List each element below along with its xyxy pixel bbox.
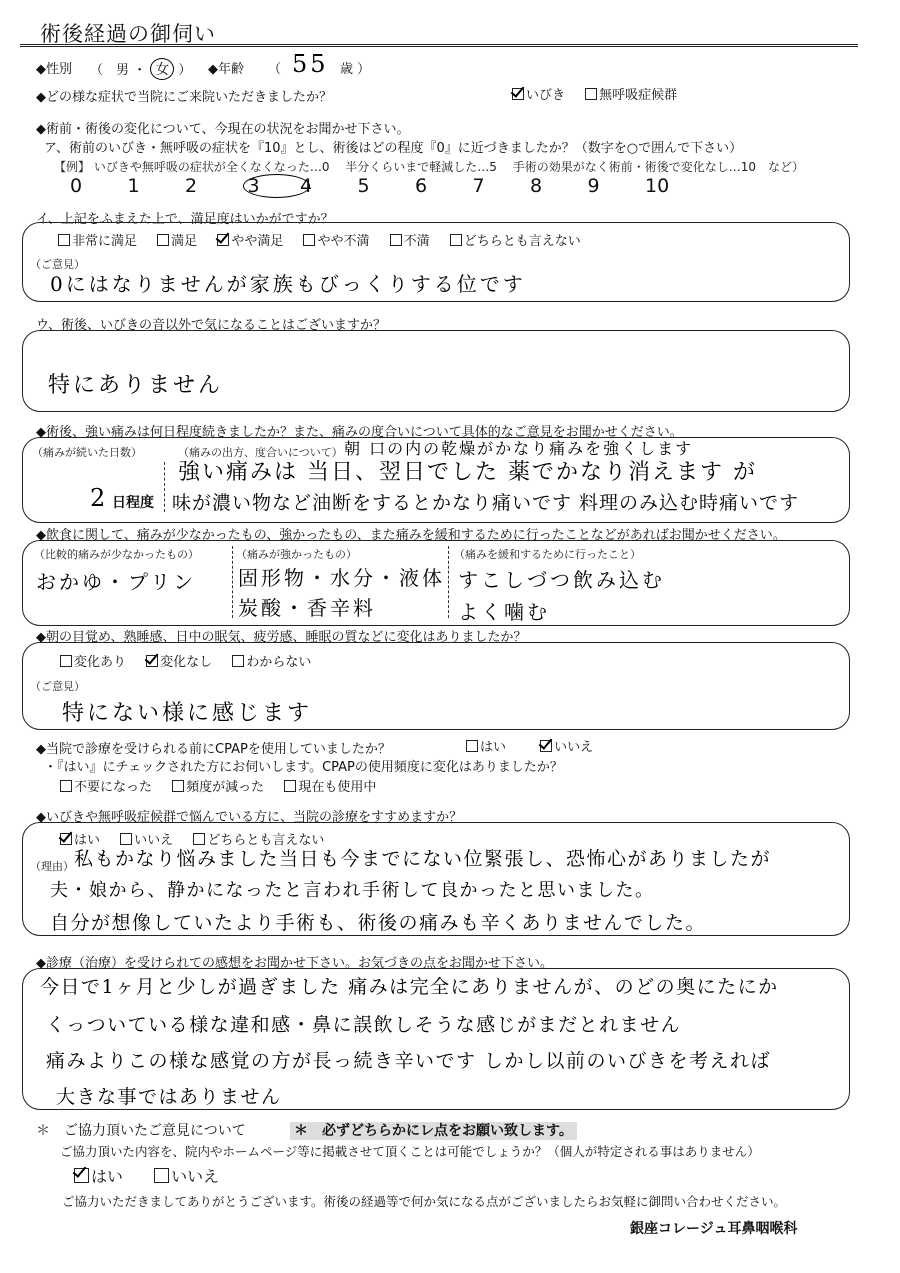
checkbox-icon (390, 234, 402, 246)
recommend-reason-line3[interactable]: 自分が想像していたより手術も、術後の痛みも辛くありませんでした。 (50, 912, 707, 934)
checkbox-icon (74, 1168, 89, 1183)
scale-5[interactable]: 5 (357, 175, 370, 197)
checkbox-icon (284, 780, 296, 792)
pain-detail-line2[interactable]: 味が濃い物など油断をするとかなり痛いです 料理のみ込む時痛いです (172, 492, 800, 514)
checkbox-icon (60, 833, 72, 845)
change-example: 【例】 いびきや無呼吸の症状が全くなくなった…0 半分くらいまで軽減した…5 手術の効果がなく術前・術後で変化なし…10 など） (54, 160, 804, 174)
pain-days-value[interactable]: 2 (90, 484, 109, 512)
food-col3-label: （痛みを緩和するために行ったこと） (454, 548, 641, 561)
option-publish-no[interactable]: いいえ (154, 1167, 219, 1186)
change-sub-a: ア、術前のいびき・無呼吸の症状を『10』とし、術後はどの程度『0』に近づきましたか？（数字を○で囲んで下さい） (44, 141, 743, 156)
food-divider-2 (448, 546, 449, 618)
checkbox-icon (512, 88, 524, 100)
option-cpap-yes[interactable]: はい (466, 740, 506, 755)
sleep-opinion[interactable]: 特にない様に感じます (62, 701, 313, 726)
scale-4[interactable]: 4 (300, 175, 313, 197)
footer-star-note: ＊ ご協力頂いたご意見について (36, 1123, 246, 1139)
impression-line3[interactable]: 痛みよりこの様な感覚の方が長っ続き辛いです しかし以前のいびきを考えれば (46, 1050, 772, 1072)
page-title: 術後経過の御伺い (40, 22, 216, 46)
food-col2-line2[interactable]: 炭酸・香辛料 (238, 596, 376, 620)
scale-1[interactable]: 1 (127, 175, 140, 197)
checkbox-icon (466, 740, 478, 752)
symptom-options (512, 84, 693, 103)
change-heading: ◆術前・術後の変化について、今現在の状況をお聞かせ下さい。 (36, 122, 410, 137)
option-very-satisfied[interactable]: 非常に満足 (58, 234, 137, 249)
pain-detail-line1[interactable]: 強い痛みは 当日、翌日でした 薬でかなり消えます が (178, 460, 757, 485)
scale-10[interactable]: 10 (645, 175, 670, 197)
food-question: ◆飲食に関して、痛みが少なかったもの、強かったもの、また痛みを緩和するために行ったことなどがあればお聞かせください。 (36, 528, 786, 543)
cpap-sub-options (60, 776, 392, 795)
footer-options (74, 1164, 235, 1187)
option-somewhat-satisfied[interactable]: やや満足 (217, 234, 283, 249)
impression-line4[interactable]: 大きな事ではありません (56, 1086, 282, 1108)
option-apnea[interactable]: 無呼吸症候群 (585, 88, 677, 103)
checkbox-icon (157, 234, 169, 246)
option-recommend-yes[interactable]: はい (60, 833, 100, 848)
food-col1-value[interactable]: おかゆ・プリン (36, 570, 197, 594)
scale-2[interactable]: 2 (185, 175, 198, 197)
pain-divider (164, 462, 165, 512)
option-recommend-no[interactable]: いいえ (120, 833, 173, 848)
symptom-question: ◆どの様な症状で当院にご来院いただきましたか？ (36, 90, 332, 105)
pain-days-unit: 日程度 (112, 495, 154, 511)
impression-line1[interactable]: 今日で1ヶ月と少しが過ぎました 痛みは完全にありませんが、のどの奥にたにか (40, 976, 779, 998)
footer-star-bold: ＊ 必ずどちらかにレ点をお願い致します。 (290, 1120, 577, 1140)
age-label: ◆年齢 (208, 62, 244, 77)
satisfaction-opinion-label: （ご意見） (30, 258, 85, 271)
satisfaction-question: イ、上記をふまえた上で、満足度はいかがですか？ (36, 212, 334, 227)
checkbox-icon (60, 655, 72, 667)
pain-detail-label: （痛みの出方、度合いについて） (178, 446, 343, 459)
scale-8[interactable]: 8 (530, 175, 543, 197)
option-unknown[interactable]: わからない (232, 655, 311, 670)
pain-note-top[interactable]: 朝 口の内の乾燥がかなり痛みを強くします (344, 439, 694, 458)
sound-answer[interactable]: 特にありません (48, 373, 224, 398)
scale-6[interactable]: 6 (415, 175, 428, 197)
footer-permission: ご協力頂いた内容を、院内やホームページ等に掲載させて頂くことは可能でしょうか？（個人が特定される事はありません） (60, 1144, 760, 1159)
impression-line2[interactable]: くっついている様な違和感・鼻に誤飲しそうな感じがまだとれません (46, 1014, 682, 1036)
option-no-longer-needed[interactable]: 不要になった (60, 780, 152, 795)
option-neither[interactable]: どちらとも言えない (450, 234, 581, 249)
option-ibiki[interactable]: いびき (512, 88, 565, 103)
food-col3-line2[interactable]: よく噛む (458, 600, 550, 624)
option-publish-yes[interactable]: はい (74, 1167, 123, 1186)
recommend-reason-label: （理由） (30, 860, 74, 873)
footer-thanks: ご協力いただきましてありがとうございます。術後の経過等で何か気になる点がございましたらお気軽に御問い合わせください。 (62, 1194, 787, 1209)
sleep-question: ◆朝の目覚め、熟睡感、日中の眠気、疲労感、睡眠の質などに変化はありましたか？ (36, 630, 527, 645)
checkbox-icon (585, 88, 597, 100)
title-divider (20, 44, 858, 47)
scale-3[interactable]: 3 (243, 174, 301, 198)
checkbox-icon (450, 234, 462, 246)
cpap-sub-question: ・『はい』にチェックされた方にお伺いします。CPAPの使用頻度に変化はありましたか？ (44, 760, 563, 775)
option-somewhat-unsatisfied[interactable]: やや不満 (303, 234, 369, 249)
food-col2-label: （痛みが強かったもの） (236, 548, 357, 561)
gender-field[interactable]: （ 男 ・ 女 ） (90, 58, 191, 80)
sleep-options (60, 651, 327, 670)
recommend-reason-line2[interactable]: 夫・娘から、静かになったと言われ手術して良かったと思いました。 (50, 880, 655, 901)
option-still-using[interactable]: 現在も使用中 (284, 780, 376, 795)
food-col3-line1[interactable]: すこしづつ飲み込む (458, 568, 665, 592)
checkbox-icon (154, 1168, 169, 1183)
checkbox-icon (60, 780, 72, 792)
scale-0[interactable]: 0 (70, 175, 83, 197)
checkbox-icon (232, 655, 244, 667)
option-less-frequent[interactable]: 頻度が減った (172, 780, 264, 795)
recommend-reason-line1[interactable]: 私もかなり悩みました当日も今までにない位緊張し、恐怖心がありましたが (74, 848, 772, 870)
option-unsatisfied[interactable]: 不満 (390, 234, 430, 249)
scale-9[interactable]: 9 (587, 175, 600, 197)
checkbox-icon (303, 234, 315, 246)
satisfaction-options (58, 230, 597, 249)
age-open: （ (268, 62, 282, 77)
satisfaction-opinion[interactable]: 0にはなりませんが家族もびっくりする位です (50, 272, 526, 296)
checkbox-icon (146, 655, 158, 667)
clinic-name: 銀座コレージュ耳鼻咽喉科 (630, 1221, 798, 1237)
sleep-opinion-label: （ご意見） (30, 680, 85, 693)
option-recommend-neither[interactable]: どちらとも言えない (193, 833, 324, 848)
age-value[interactable]: 55 (292, 50, 329, 78)
food-col1-label: （比較的痛みが少なかったもの） (34, 548, 199, 561)
scale-7[interactable]: 7 (472, 175, 485, 197)
gender-label: ◆性別 (36, 62, 72, 77)
food-col2-line1[interactable]: 固形物・水分・液体 (238, 566, 445, 590)
checkbox-icon (217, 234, 229, 246)
option-unchanged[interactable]: 変化なし (146, 655, 212, 670)
checkbox-icon (172, 780, 184, 792)
recommend-question: ◆いびきや無呼吸症候群で悩んでいる方に、当院の診療をすすめますか？ (36, 810, 463, 825)
sound-question: ウ、術後、いびきの音以外で気になることはございますか？ (36, 318, 386, 333)
checkbox-icon (58, 234, 70, 246)
pain-days-label: （痛みが続いた日数） (32, 446, 142, 459)
age-unit: 歳 ） (340, 62, 371, 77)
option-changed[interactable]: 変化あり (60, 655, 126, 670)
checkbox-icon (540, 740, 552, 752)
impression-question: ◆診療（治療）を受けられての感想をお聞かせ下さい。お気づきの点をお聞かせ下さい。 (36, 956, 553, 971)
pain-question: ◆術後、強い痛みは何日程度続きましたか？また、痛みの度合いについて具体的なご意見をお聞かせください。 (36, 425, 683, 440)
cpap-options (466, 736, 609, 755)
food-divider-1 (232, 546, 233, 618)
option-cpap-no[interactable]: いいえ (540, 740, 593, 755)
option-satisfied[interactable]: 満足 (157, 234, 197, 249)
cpap-question: ◆当院で診療を受けられる前にCPAPを使用していましたか？ (36, 742, 391, 757)
change-scale (70, 174, 703, 198)
